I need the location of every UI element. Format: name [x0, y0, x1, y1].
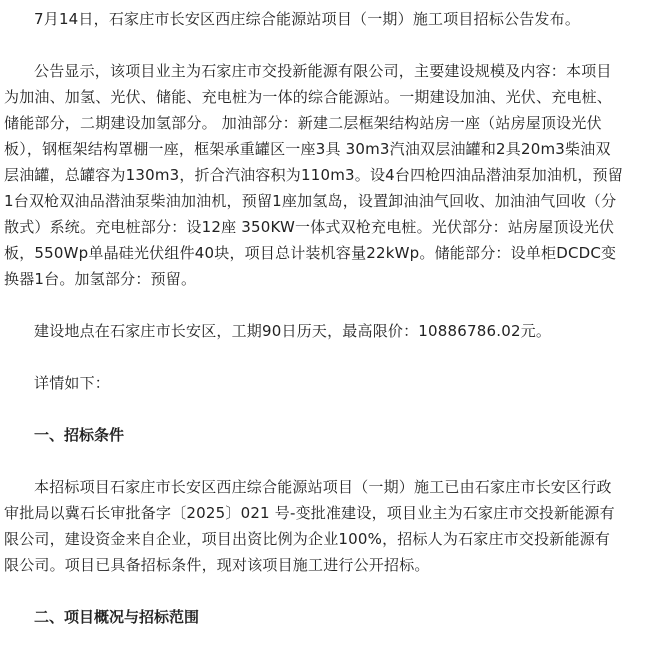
details-intro: 详情如下：	[34, 374, 111, 392]
location-paragraph: 建设地点在石家庄市长安区，工期90日历天，最高限价：10886786.02元。	[34, 322, 552, 340]
section-heading-project-overview: 二、项目概况与招标范围	[34, 608, 200, 626]
bidding-conditions-paragraph: 本招标项目石家庄市长安区西庄综合能源站项目（一期）施工已由石家庄市长安区行政审批局以冀石长审批备字〔2025〕021 号-变批准建设，项目业主为石家庄市交投新能源有限公司，建设资金来自企业，项目出资比例为企业100%，招标人为石家庄市交投新能源有限公司。项目已具备招标条件，现对该项目施工进行公开招标。	[4, 478, 615, 574]
summary-paragraph: 公告显示，该项目业主为石家庄市交投新能源有限公司，主要建设规模及内容：本项目为加油、加氢、光伏、储能、充电桩为一体的综合能源站。一期建设加油、光伏、充电桩、储能部分，二期建设加氢部分。 加油部分：新建二层框架结构站房一座（站房屋顶设光伏板），钢框架结构罩棚一座，框架承重罐区一座3具 30m3汽油双层油罐和2具20m3柴油双层油罐，总罐容为130m3，折合汽油容积为110m3。设4台四枪四油品潜油泵加油机，预留1台双枪双油品潜油泵柴油加油机，预留1座加氢岛，设置卸油油气回收、加油油气回收（分散式）系统。充电桩部分：设12座 350KW一体式双枪充电桩。光伏部分：站房屋顶设光伏板，550Wp单晶硅光伏组件40块，项目总计装机容量22kWp。储能部分：设单柜DCDC变换器1台。加氢部分：预留。	[4, 62, 623, 288]
section-heading-bidding-conditions: 一、招标条件	[34, 426, 125, 444]
lead-paragraph: 7月14日，石家庄市长安区西庄综合能源站项目（一期）施工项目招标公告发布。	[34, 10, 581, 28]
